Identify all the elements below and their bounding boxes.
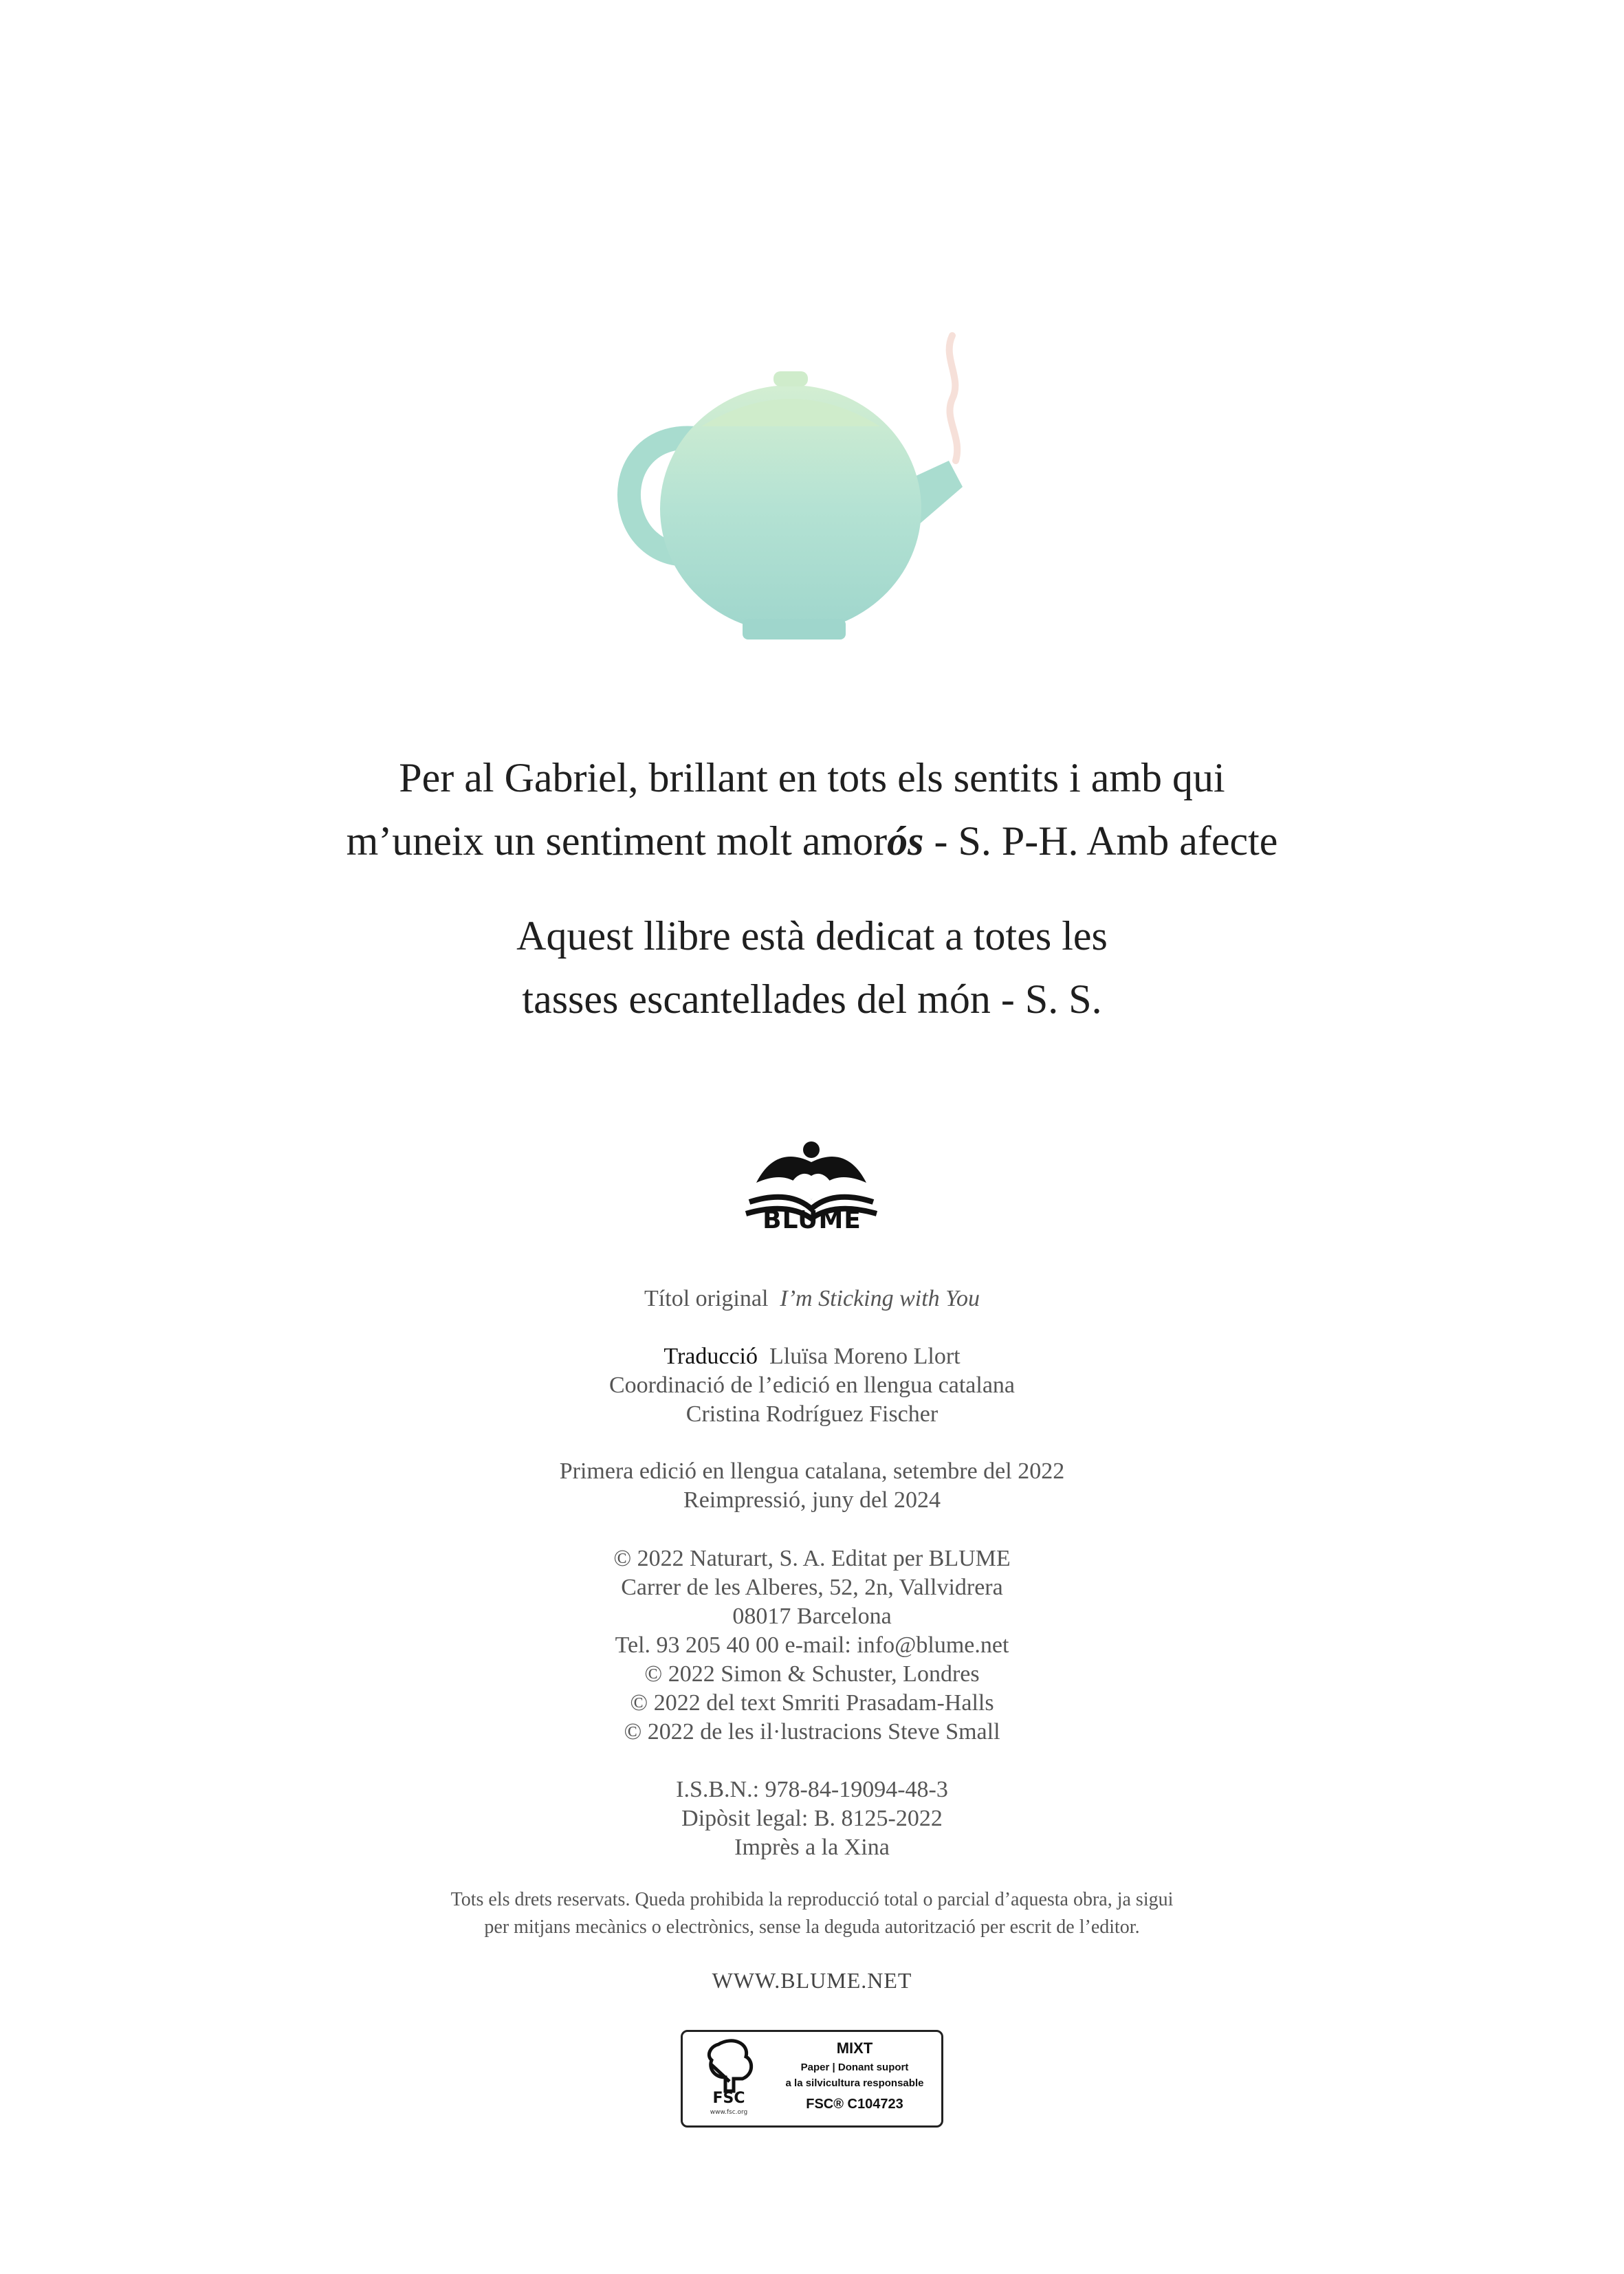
coordinator: Cristina Rodríguez Fischer <box>685 1401 939 1427</box>
rights-line-1: Tots els drets reservats. Queda prohibida la reproducció total o parcial d’aquesta obra, ja sigui <box>450 1889 1174 1910</box>
dedication-line-2: m’uneix un sentiment molt amorós - S. P-H. Amb afecte <box>346 818 1278 864</box>
isbn: I.S.B.N.: 978-84-19094-48-3 <box>676 1777 948 1802</box>
original-title-label: Títol original <box>644 1286 769 1311</box>
fsc-label <box>681 2030 943 2128</box>
copyright-line: © 2022 del text Smriti Prasadam-Halls <box>630 1690 994 1716</box>
translation-label: Traducció <box>663 1344 758 1369</box>
translator: Lluïsa Moreno Llort <box>769 1344 961 1369</box>
legal-deposit: Dipòsit legal: B. 8125-2022 <box>681 1806 943 1831</box>
translation-line <box>0 1342 1624 1371</box>
copyright-line: © 2022 Naturart, S. A. Editat per BLUME <box>613 1546 1011 1571</box>
rights-line-2: per mitjans mecànics o electrònics, sense la deguda autorització per escrit de l’editor. <box>484 1916 1140 1938</box>
dedication-line-1: Per al Gabriel, brillant en tots els sentits i amb qui <box>399 755 1225 800</box>
copyright-line: Carrer de les Alberes, 52, 2n, Vallvidrera <box>621 1575 1003 1600</box>
coordination-label: Coordinació de l’edició en llengua catalana <box>608 1373 1016 1398</box>
publisher-logo-text: BLUME <box>762 1206 862 1234</box>
copyright-line: Tel. 93 205 40 00 e-mail: info@blume.net <box>615 1632 1009 1658</box>
fsc-mark-text: FSC <box>712 2090 745 2107</box>
dedication-line-3: Aquest llibre està dedicat a totes les <box>516 913 1108 959</box>
original-title: I’m Sticking with You <box>780 1286 980 1311</box>
original-title-line <box>0 1284 1624 1313</box>
printed-in: Imprès a la Xina <box>734 1835 890 1860</box>
fsc-mixt: MIXT <box>836 2040 873 2057</box>
copyright-line: © 2022 de les il·lustracions Steve Small <box>624 1719 1000 1745</box>
copyright-line: © 2022 Simon & Schuster, Londres <box>644 1661 980 1687</box>
fsc-paper-line-1: Paper | Donant suport <box>800 2062 909 2073</box>
edition-line-2: Reimpressió, juny del 2024 <box>683 1487 941 1513</box>
dedication-line-4: tasses escantellades del món - S. S. <box>522 976 1102 1022</box>
teapot-illustration <box>605 323 990 667</box>
fsc-code: FSC® C104723 <box>806 2097 903 2112</box>
copyright-line: 08017 Barcelona <box>732 1604 892 1629</box>
fsc-mark-url: www.fsc.org <box>710 2109 748 2116</box>
edition-line-1: Primera edició en llengua catalana, setembre del 2022 <box>559 1458 1065 1484</box>
website-link[interactable]: WWW.BLUME.NET <box>712 1968 912 1993</box>
fsc-paper-line-2: a la silvicultura responsable <box>785 2077 924 2089</box>
